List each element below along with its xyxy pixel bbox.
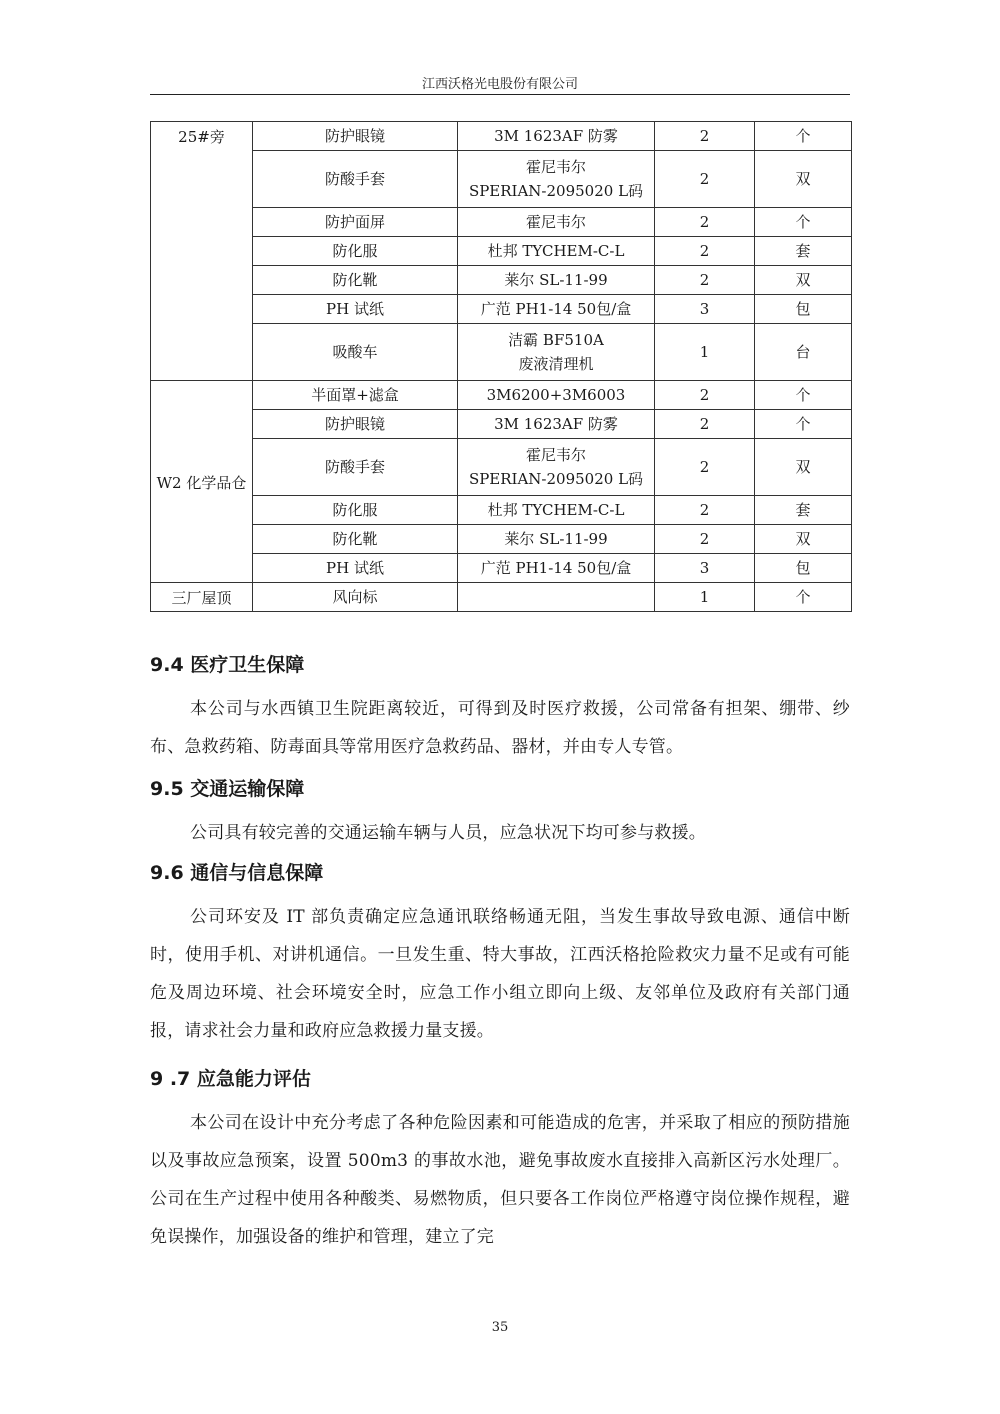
model-line: 杜邦 TYCHEM-C-L (487, 501, 625, 519)
table-row (151, 439, 852, 496)
item-cell: 半面罩+滤盒 (253, 381, 458, 410)
item-cell: 防化靴 (253, 525, 458, 554)
unit-cell: 个 (755, 583, 852, 612)
location-cell: W2 化学品仓 (151, 381, 253, 583)
section-9-6 (150, 860, 850, 1050)
model-line: 广范 PH1-14 50包/盒 (480, 300, 632, 318)
model-line: 废液清理机 (518, 355, 594, 373)
table-row (151, 583, 852, 612)
quantity-cell: 2 (655, 208, 755, 237)
model-cell (458, 583, 655, 612)
quantity-cell: 2 (655, 525, 755, 554)
unit-cell: 套 (755, 496, 852, 525)
table-row (151, 208, 852, 237)
model-line: SPERIAN-2095020 L码 (468, 182, 644, 200)
model-line: 3M6200+3M6003 (486, 386, 626, 404)
model-line: 杜邦 TYCHEM-C-L (487, 242, 625, 260)
item-cell: 防化靴 (253, 266, 458, 295)
model-cell (458, 496, 655, 525)
model-line: 3M 1623AF 防雾 (494, 415, 618, 433)
location-cell: 25#旁 (151, 122, 253, 381)
paragraph: 本公司与水西镇卫生院距离较近，可得到及时医疗救援，公司常备有担架、绷带、纱布、急救药箱、防毒面具等常用医疗急救药品、器材，并由专人专管。 (150, 699, 850, 757)
model-line: 广范 PH1-14 50包/盒 (480, 559, 632, 577)
page-number: 35 (491, 1320, 509, 1335)
table-row (151, 266, 852, 295)
model-cell (458, 410, 655, 439)
model-line: 霍尼韦尔 (525, 213, 586, 231)
quantity-cell: 2 (655, 266, 755, 295)
model-cell (458, 237, 655, 266)
model-line: 霍尼韦尔 (525, 158, 586, 176)
unit-cell: 个 (755, 410, 852, 439)
table-row (151, 410, 852, 439)
model-line: 莱尔 SL-11-99 (504, 271, 608, 289)
quantity-cell: 3 (655, 554, 755, 583)
quantity-cell: 2 (655, 410, 755, 439)
section-heading: 9.4 医疗卫生保障 (150, 654, 305, 676)
table-row (151, 237, 852, 266)
unit-cell: 套 (755, 237, 852, 266)
section-9-4 (150, 652, 850, 766)
item-cell: 风向标 (253, 583, 458, 612)
item-cell: 防护眼镜 (253, 122, 458, 151)
model-line: SPERIAN-2095020 L码 (468, 470, 644, 488)
table-row (151, 496, 852, 525)
table-row (151, 295, 852, 324)
paragraph: 公司环安及 IT 部负责确定应急通讯联络畅通无阻，当发生事故导致电源、通信中断时，使用手机、对讲机通信。一旦发生重、特大事故，江西沃格抢险救灾力量不足或有可能危及周边环境、社会环境安全时，应急工作小组立即向上级、友邻单位及政府有关部门通报，请求社会力量和政府应急救援力量支援。 (150, 907, 850, 1041)
item-cell: 防酸手套 (253, 151, 458, 208)
quantity-cell: 2 (655, 381, 755, 410)
unit-cell: 台 (755, 324, 852, 381)
quantity-cell: 2 (655, 122, 755, 151)
item-cell: PH 试纸 (253, 554, 458, 583)
paragraph: 公司具有较完善的交通运输车辆与人员，应急状况下均可参与救援。 (190, 823, 706, 843)
item-cell: 防化服 (253, 496, 458, 525)
equipment-table (150, 121, 852, 612)
model-cell (458, 151, 655, 208)
model-cell (458, 208, 655, 237)
quantity-cell: 2 (655, 237, 755, 266)
item-cell: 防护面屏 (253, 208, 458, 237)
model-cell (458, 266, 655, 295)
quantity-cell: 3 (655, 295, 755, 324)
model-cell (458, 554, 655, 583)
page-header-company: 江西沃格光电股份有限公司 (421, 77, 578, 92)
item-cell: 防护眼镜 (253, 410, 458, 439)
unit-cell: 个 (755, 208, 852, 237)
item-cell: 防化服 (253, 237, 458, 266)
table-row (151, 151, 852, 208)
quantity-cell: 1 (655, 324, 755, 381)
unit-cell: 双 (755, 151, 852, 208)
quantity-cell: 2 (655, 439, 755, 496)
unit-cell: 双 (755, 439, 852, 496)
table-row (151, 381, 852, 410)
unit-cell: 双 (755, 525, 852, 554)
header-rule (150, 94, 850, 95)
paragraph: 本公司在设计中充分考虑了各种危险因素和可能造成的危害，并采取了相应的预防措施以及事故应急预案，设置 500m3 的事故水池，避免事故废水直接排入高新区污水处理厂。公司在生产过程中使用各种酸类、易燃物质，但只要各工作岗位严格遵守岗位操作规程，避免误操作，加强设备的维护和管理，建立了完 (150, 1113, 850, 1247)
section-heading: 9 .7 应急能力评估 (150, 1068, 311, 1090)
model-line: 霍尼韦尔 (525, 446, 586, 464)
unit-cell: 双 (755, 266, 852, 295)
item-cell: 吸酸车 (253, 324, 458, 381)
model-cell (458, 295, 655, 324)
model-cell (458, 439, 655, 496)
section-heading: 9.5 交通运输保障 (150, 778, 305, 800)
model-line: 3M 1623AF 防雾 (494, 127, 618, 145)
unit-cell: 包 (755, 295, 852, 324)
location-cell: 三厂屋顶 (151, 583, 253, 612)
section-heading: 9.6 通信与信息保障 (150, 862, 324, 884)
table-row (151, 525, 852, 554)
model-line: 洁霸 BF510A (508, 331, 604, 349)
unit-cell: 个 (755, 122, 852, 151)
model-cell (458, 525, 655, 554)
quantity-cell: 2 (655, 496, 755, 525)
item-cell: 防酸手套 (253, 439, 458, 496)
table-row (151, 324, 852, 381)
model-cell (458, 381, 655, 410)
table-row (151, 554, 852, 583)
unit-cell: 包 (755, 554, 852, 583)
table-row (151, 122, 852, 151)
model-cell (458, 324, 655, 381)
section-9-5 (150, 776, 850, 852)
item-cell: PH 试纸 (253, 295, 458, 324)
section-9-7 (150, 1066, 850, 1256)
quantity-cell: 1 (655, 583, 755, 612)
quantity-cell: 2 (655, 151, 755, 208)
model-line: 莱尔 SL-11-99 (504, 530, 608, 548)
model-cell (458, 122, 655, 151)
unit-cell: 个 (755, 381, 852, 410)
